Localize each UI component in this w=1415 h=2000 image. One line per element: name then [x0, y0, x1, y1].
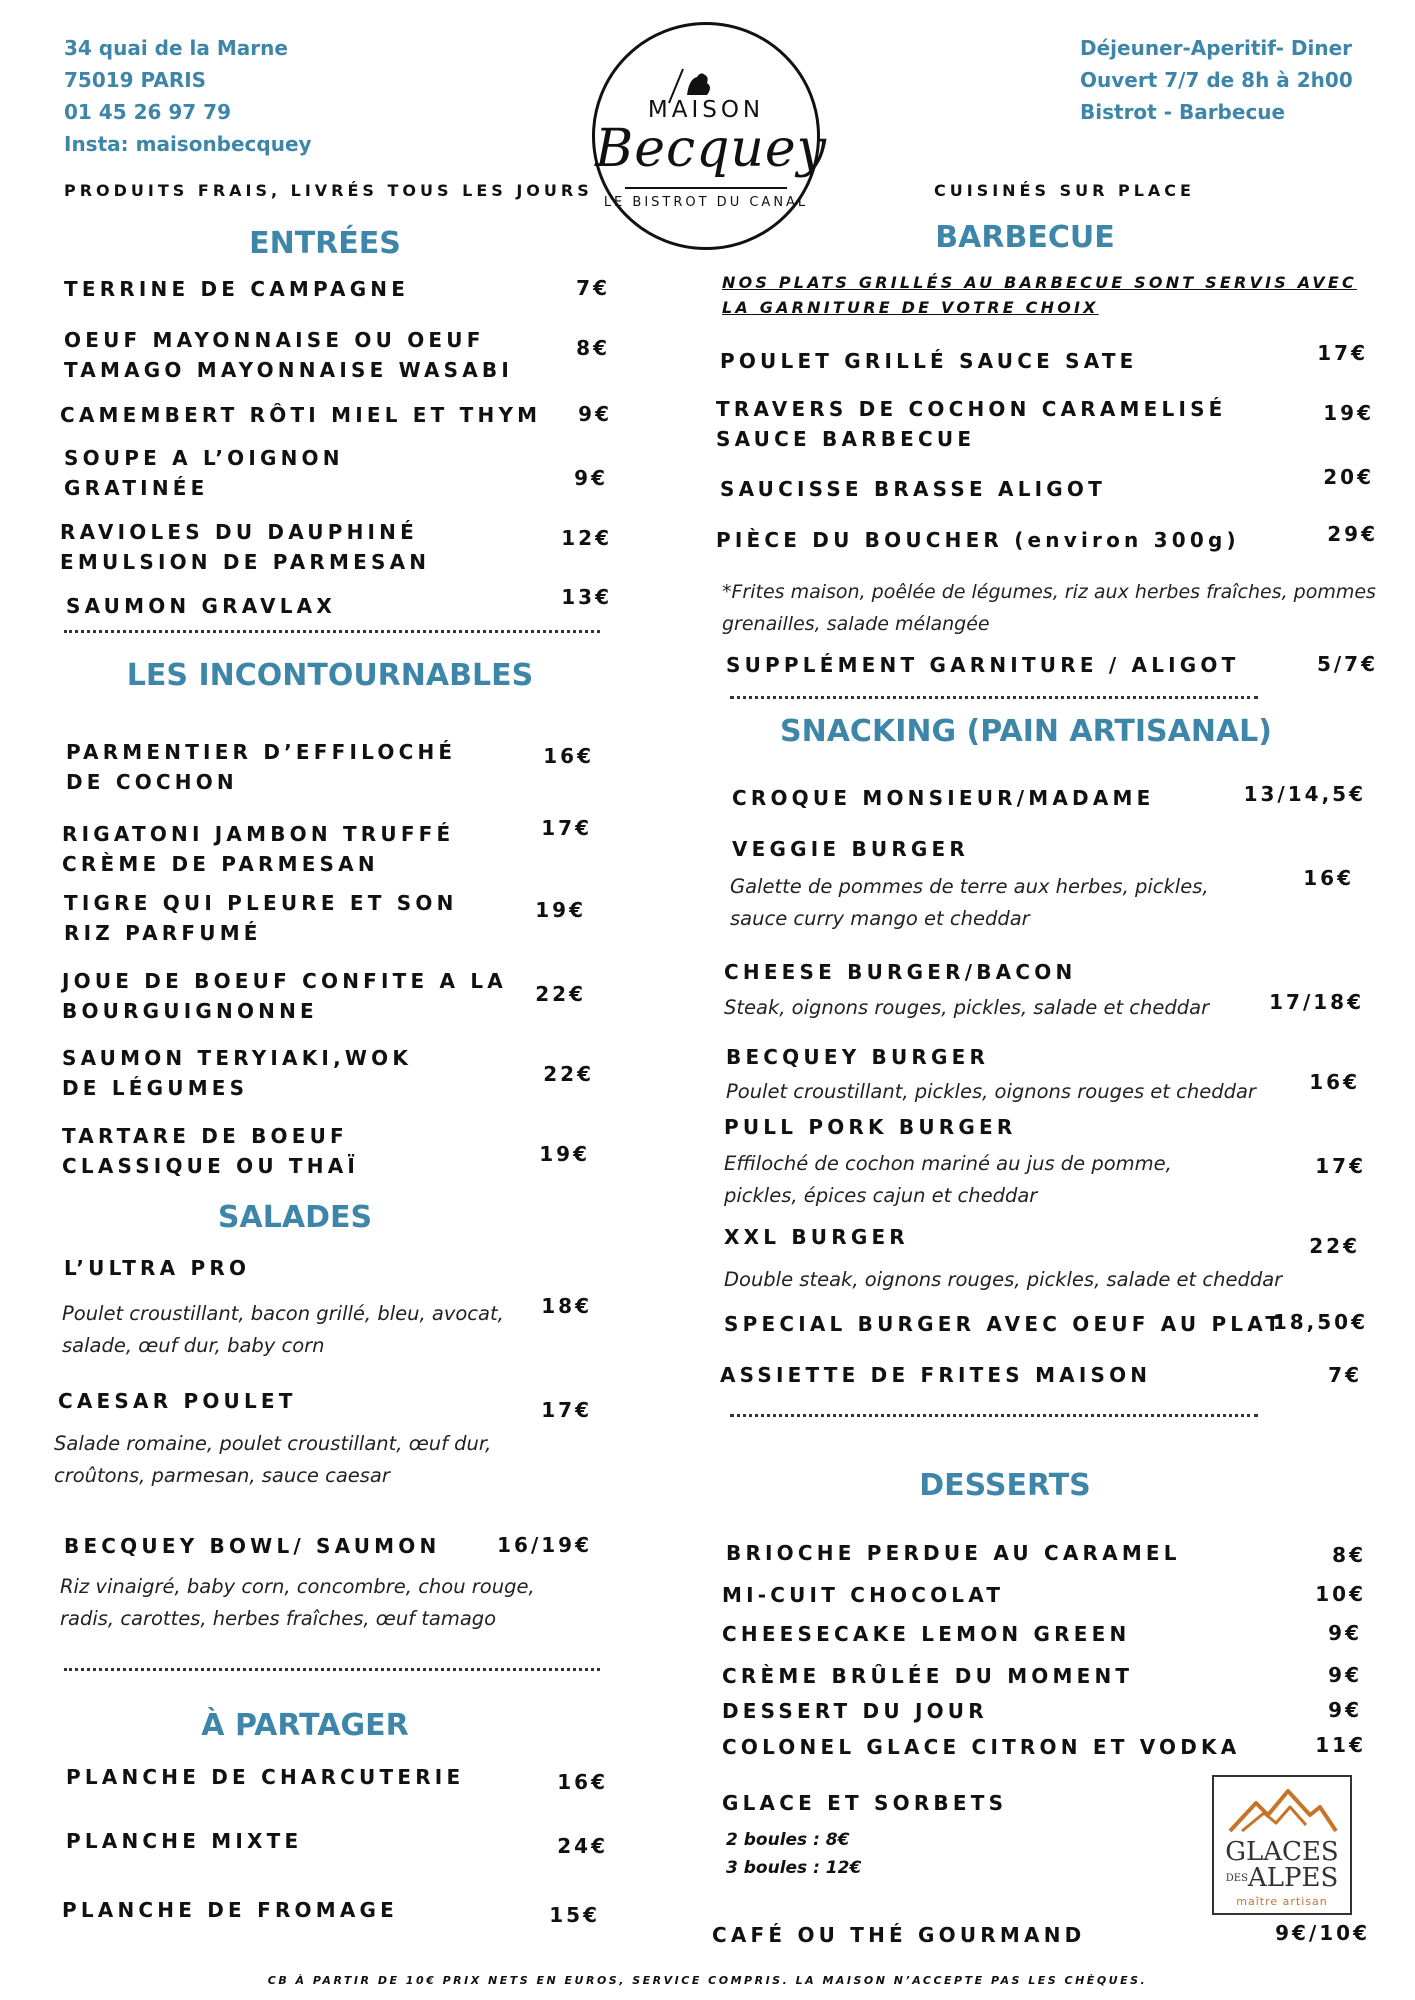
venue-type: Bistrot - Barbecue	[1080, 100, 1286, 124]
menu-item-name: SAUMON TERYIAKI,WOK DE LÉGUMES	[62, 1046, 413, 1100]
dotted-divider	[730, 1414, 1258, 1417]
logo-divider	[625, 187, 787, 189]
menu-item-name: SPECIAL BURGER AVEC OEUF AU PLAT	[724, 1312, 1284, 1336]
menu-item-name: TERRINE DE CAMPAGNE	[64, 277, 410, 301]
glaces-des-alpes-logo	[1212, 1775, 1352, 1915]
phone-number: 01 45 26 97 79	[64, 100, 232, 124]
maison-becquey-logo	[592, 22, 828, 250]
menu-item-price: 16€	[1309, 1070, 1360, 1094]
barbecue-note: NOS PLATS GRILLÉS AU BARBECUE SONT SERVIS AVEC LA GARNITURE DE VOTRE CHOIX	[722, 273, 1357, 317]
menu-item-name: L’ULTRA PRO	[64, 1256, 251, 1280]
menu-item-name: MI-CUIT CHOCOLAT	[722, 1583, 1005, 1607]
menu-item-price: 9€	[1328, 1621, 1362, 1645]
menu-item-name: CROQUE MONSIEUR/MADAME	[732, 786, 1155, 810]
menu-item-price: 9€	[1328, 1698, 1362, 1722]
mountains-icon	[1228, 1787, 1338, 1835]
address-city: 75019 PARIS	[64, 68, 207, 92]
menu-item-price: 9€/10€	[1275, 1921, 1370, 1945]
menu-item-name: SOUPE A L’OIGNON GRATINÉE	[64, 446, 344, 500]
brand-line-2	[1214, 1865, 1350, 1892]
menu-item-name: JOUE DE BOEUF CONFITE A LA BOURGUIGNONNE	[62, 969, 507, 1023]
menu-item-price: 7€	[1328, 1363, 1362, 1387]
menu-item-name: SUPPLÉMENT GARNITURE / ALIGOT	[726, 653, 1240, 677]
tagline-left: PRODUITS FRAIS, LIVRÉS TOUS LES JOURS	[64, 181, 593, 200]
menu-item-price: 19€	[539, 1142, 590, 1166]
menu-item-price: 18,50€	[1272, 1310, 1368, 1334]
menu-item-price: 19€	[1323, 401, 1374, 425]
section-title-desserts: DESSERTS	[919, 1468, 1091, 1503]
menu-item-name: PIÈCE DU BOUCHER (environ 300g)	[716, 528, 1240, 552]
menu-item-price: 20€	[1323, 465, 1374, 489]
menu-item-price: 13/14,5€	[1243, 782, 1366, 806]
menu-item-description: Effiloché de cochon mariné au jus de pomme, pickles, épices cajun et cheddar	[724, 1152, 1172, 1207]
menu-item-price: 11€	[1315, 1733, 1366, 1757]
menu-item-description: Poulet croustillant, bacon grillé, bleu, avocat, salade, œuf dur, baby corn	[62, 1302, 504, 1357]
menu-item-price: 17€	[1317, 341, 1368, 365]
menu-item-name: DESSERT DU JOUR	[722, 1699, 988, 1723]
menu-item-description: Riz vinaigré, baby corn, concombre, chou rouge, radis, carottes, herbes fraîches, œuf tamago	[60, 1575, 535, 1630]
menu-item-name: TRAVERS DE COCHON CARAMELISÉ SAUCE BARBECUE	[716, 397, 1227, 451]
hours-block	[1080, 32, 1353, 128]
menu-item-price: 18€	[541, 1294, 592, 1318]
brand-des: DES	[1225, 1873, 1248, 1884]
section-title-entrees: ENTRÉES	[249, 226, 401, 261]
address-block	[64, 32, 312, 160]
menu-item-price: 17€	[541, 1398, 592, 1422]
brand-line-1: GLACES	[1225, 1837, 1339, 1867]
menu-item-name: PLANCHE DE CHARCUTERIE	[66, 1765, 465, 1789]
address-street: 34 quai de la Marne	[64, 36, 288, 60]
menu-item-price: 12€	[561, 526, 612, 550]
menu-item-name: ASSIETTE DE FRITES MAISON	[720, 1363, 1152, 1387]
instagram-handle: Insta: maisonbecquey	[64, 132, 312, 156]
menu-item-name: POULET GRILLÉ SAUCE SATE	[720, 349, 1138, 373]
menu-item-price: 13€	[561, 585, 612, 609]
menu-item-price: 15€	[549, 1903, 600, 1927]
menu-item-description: Galette de pommes de terre aux herbes, pickles, sauce curry mango et cheddar	[730, 875, 1209, 930]
section-title-snacking: SNACKING (PAIN ARTISANAL)	[780, 714, 1272, 749]
menu-item-name: VEGGIE BURGER	[732, 837, 970, 861]
section-title-partager: À PARTAGER	[201, 1708, 409, 1743]
section-title-incontournables: LES INCONTOURNABLES	[126, 658, 534, 693]
menu-item-price: 19€	[535, 898, 586, 922]
menu-item-price: 22€	[1309, 1234, 1360, 1258]
menu-item-name: PARMENTIER D’EFFILOCHÉ DE COCHON	[66, 740, 457, 794]
menu-item-price: 9€	[578, 402, 612, 426]
menu-item-price: 16€	[543, 744, 594, 768]
glace-two-scoops: 2 boules : 8€	[726, 1830, 850, 1850]
menu-item-price: 17/18€	[1269, 990, 1364, 1014]
menu-item-description: Double steak, oignons rouges, pickles, salade et cheddar	[724, 1268, 1283, 1291]
menu-item-name: CRÈME BRÛLÉE DU MOMENT	[722, 1664, 1134, 1688]
menu-item-price: 7€	[576, 276, 610, 300]
glace-three-scoops: 3 boules : 12€	[726, 1858, 862, 1878]
menu-item-name: RIGATONI JAMBON TRUFFÉ CRÈME DE PARMESAN	[62, 822, 455, 876]
garnish-options: *Frites maison, poêlée de légumes, riz aux herbes fraîches, pommes grenailles, salade mélangée	[722, 581, 1376, 635]
menu-item-name: XXL BURGER	[724, 1225, 909, 1249]
menu-item-price: 9€	[574, 466, 608, 490]
menu-item-description: Salade romaine, poulet croustillant, œuf dur, croûtons, parmesan, sauce caesar	[54, 1432, 492, 1487]
menu-item-price: 16€	[557, 1770, 608, 1794]
menu-item-name: RAVIOLES DU DAUPHINÉ EMULSION DE PARMESAN	[60, 520, 431, 574]
menu-item-name: TIGRE QUI PLEURE ET SON RIZ PARFUMÉ	[64, 891, 458, 945]
menu-item-price: 29€	[1327, 522, 1378, 546]
menu-item-name: CHEESECAKE LEMON GREEN	[722, 1622, 1131, 1646]
menu-item-name: PLANCHE DE FROMAGE	[62, 1898, 399, 1922]
dotted-divider	[64, 630, 600, 633]
logo-bottom-text: LE BISTROT DU CANAL	[603, 195, 809, 210]
menu-item-name: CAMEMBERT RÔTI MIEL ET THYM	[60, 403, 542, 427]
brand-line-3: maître artisan	[1236, 1895, 1328, 1908]
menu-item-description: Steak, oignons rouges, pickles, salade et cheddar	[724, 996, 1210, 1019]
menu-item-price: 8€	[1332, 1543, 1366, 1567]
menu-item-name: SAUMON GRAVLAX	[66, 594, 336, 618]
tagline-right: CUISINÉS SUR PLACE	[934, 181, 1195, 200]
brand-alpes: ALPES	[1247, 1863, 1339, 1893]
menu-item-price: 16/19€	[497, 1533, 592, 1557]
menu-item-name: BECQUEY BURGER	[726, 1045, 990, 1069]
dotted-divider	[730, 696, 1258, 699]
dotted-divider	[64, 1668, 600, 1671]
menu-item-price: 8€	[576, 336, 610, 360]
menu-item-price: 9€	[1328, 1663, 1362, 1687]
logo-name: Becquey	[595, 119, 828, 179]
menu-item-price: 22€	[543, 1062, 594, 1086]
menu-item-price: 24€	[557, 1834, 608, 1858]
menu-item-name: PULL PORK BURGER	[724, 1115, 1017, 1139]
menu-item-name: BECQUEY BOWL/ SAUMON	[64, 1534, 441, 1558]
menu-item-name: CAFÉ OU THÉ GOURMAND	[712, 1923, 1086, 1947]
menu-item-name: SAUCISSE BRASSE ALIGOT	[720, 477, 1106, 501]
footer-note: CB À PARTIR DE 10€ PRIX NETS EN EUROS, SERVICE COMPRIS. LA MAISON N’ACCEPTE PAS LES CHÈQUES.	[267, 1974, 1148, 1987]
menu-item-price: 17€	[1315, 1154, 1366, 1178]
section-title-salades: SALADES	[217, 1200, 373, 1235]
menu-item-price: 17€	[541, 816, 592, 840]
menu-item-name: GLACE ET SORBETS	[722, 1791, 1008, 1815]
menu-item-name: PLANCHE MIXTE	[66, 1829, 303, 1853]
opening-hours: Ouvert 7/7 de 8h à 2h00	[1080, 68, 1353, 92]
menu-item-price: 16€	[1303, 866, 1354, 890]
menu-item-name: CHEESE BURGER/BACON	[724, 960, 1077, 984]
section-title-barbecue: BARBECUE	[935, 220, 1115, 255]
logo-top-text: MAISON	[647, 97, 765, 123]
menu-item-price: 5/7€	[1316, 652, 1378, 676]
menu-item-name: CAESAR POULET	[58, 1389, 297, 1413]
menu-item-name: TARTARE DE BOEUF CLASSIQUE OU THAÏ	[62, 1124, 360, 1178]
menu-item-name: BRIOCHE PERDUE AU CARAMEL	[726, 1541, 1181, 1565]
service-types: Déjeuner-Aperitif- Diner	[1080, 36, 1353, 60]
menu-item-price: 10€	[1315, 1582, 1366, 1606]
menu-item-price: 22€	[535, 982, 586, 1006]
menu-item-name: OEUF MAYONNAISE OU OEUF TAMAGO MAYONNAISE WASABI	[64, 328, 514, 382]
menu-item-name: COLONEL GLACE CITRON ET VODKA	[722, 1735, 1241, 1759]
menu-item-description: Poulet croustillant, pickles, oignons rouges et cheddar	[726, 1080, 1256, 1103]
